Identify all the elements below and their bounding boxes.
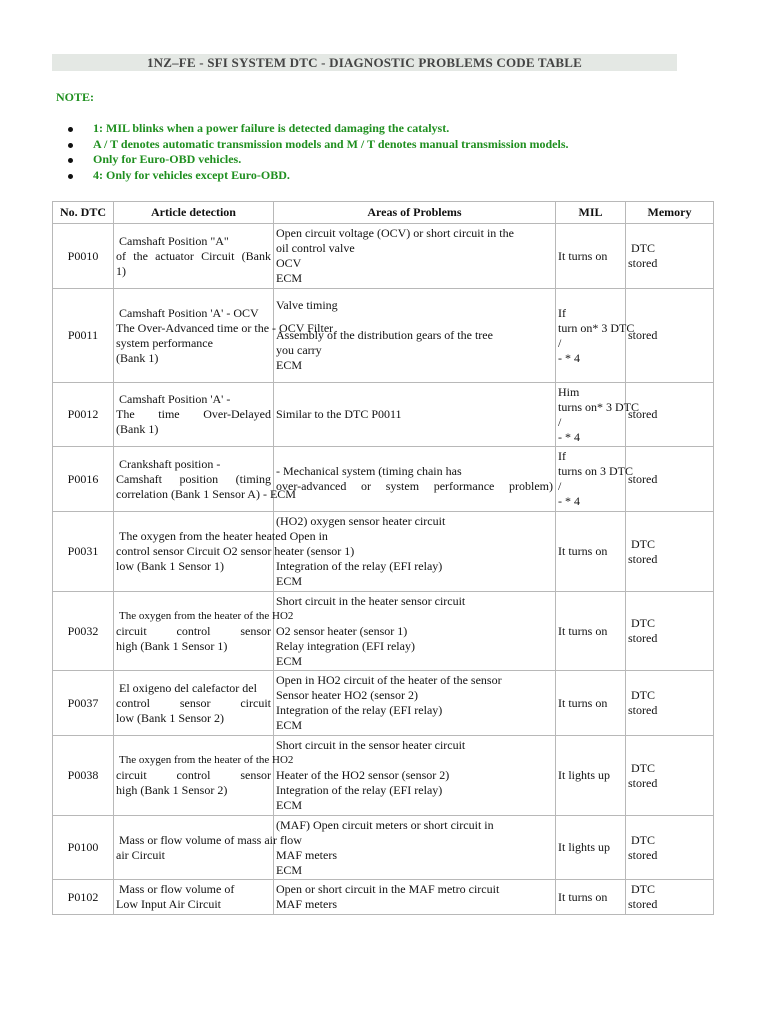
note-label: NOTE: — [56, 90, 95, 104]
article-line: high (Bank 1 Sensor 2) — [116, 783, 228, 797]
mil-line: Him — [558, 384, 580, 399]
memory-cell — [626, 289, 714, 383]
area-line: ECM — [276, 358, 303, 372]
article-line: low (Bank 1 Sensor 2) — [116, 710, 224, 725]
memory-line: stored — [628, 847, 658, 862]
area-line: Sensor heater HO2 (sensor 2) — [276, 688, 418, 702]
memory-line: DTC — [631, 832, 655, 847]
area-line — [276, 753, 553, 768]
memory-cell — [626, 383, 714, 447]
article-cell — [114, 224, 274, 289]
memory-line: stored — [628, 256, 658, 270]
areas-cell — [274, 736, 556, 816]
article-line: high (Bank 1 Sensor 1) — [116, 638, 228, 653]
mil-line: / — [558, 479, 562, 493]
area-line: Open in HO2 circuit of the heater of the sensor — [276, 673, 502, 687]
memory-line: DTC — [631, 536, 655, 551]
mil-line: - * 4 — [558, 494, 580, 508]
article-line: circuit control sensor — [116, 768, 271, 782]
table-row — [53, 816, 714, 880]
areas-cell — [274, 592, 556, 671]
article-line: 1) — [116, 263, 126, 278]
mil-cell — [556, 736, 626, 816]
mil-line: turn on* 3 DTC — [558, 320, 635, 335]
article-line: The Over-Advanced time or the - OCV Filter — [116, 320, 334, 335]
article-line: control sensor Circuit O2 sensor heater (sensor 1) — [116, 544, 355, 558]
table-row — [53, 880, 714, 915]
areas-cell — [274, 447, 556, 512]
area-line: Open or short circuit in the MAF metro circuit — [276, 882, 500, 896]
memory-cell — [626, 592, 714, 671]
memory-line: stored — [628, 775, 658, 790]
area-line: Integration of the relay (EFI relay) — [276, 783, 443, 797]
article-line: The oxygen from the heater of the HO2 — [119, 754, 294, 766]
mil-line: It turns on — [558, 889, 608, 904]
dtc-table — [52, 201, 714, 915]
memory-line: stored — [628, 703, 658, 717]
table-row — [53, 447, 714, 512]
memory-cell — [626, 447, 714, 512]
dtc-code: P0102 — [53, 880, 114, 915]
mil-line: turns on 3 DTC — [558, 464, 633, 478]
table-row — [53, 289, 714, 383]
area-line: ECM — [276, 718, 303, 732]
area-line: MAF meters — [276, 897, 337, 911]
area-line: (HO2) oxygen sensor heater circuit — [276, 514, 446, 528]
article-line: (Bank 1) — [116, 422, 159, 436]
mil-line: It turns on — [558, 623, 608, 638]
article-line: El oxigeno del calefactor del — [119, 680, 257, 695]
page-title: 1NZ–FE - SFI SYSTEM DTC - DIAGNOSTIC PROBLEMS CODE TABLE — [52, 54, 677, 71]
area-line: O2 sensor heater (sensor 1) — [276, 623, 408, 638]
memory-cell — [626, 224, 714, 289]
area-line: Short circuit in the sensor heater circuit — [276, 738, 466, 752]
area-line: MAF meters — [276, 847, 337, 862]
mil-cell — [556, 447, 633, 512]
mil-line: - * 4 — [558, 350, 580, 365]
notes-list — [68, 121, 569, 183]
areas-cell — [274, 671, 556, 736]
memory-line: stored — [628, 407, 658, 421]
memory-cell — [626, 512, 714, 592]
article-line: Crankshaft position - — [119, 456, 221, 471]
area-line — [276, 833, 553, 848]
memory-cell — [626, 816, 714, 880]
table-header-row — [53, 202, 714, 224]
article-line: The oxygen from the heater of the HO2 — [119, 609, 294, 622]
note-item: 1: MIL blinks when a power failure is detected damaging the catalyst. — [68, 121, 569, 137]
area-line: you carry — [276, 343, 322, 357]
note-item: Only for Euro-OBD vehicles. — [68, 152, 569, 168]
area-line: Open circuit voltage (OCV) or short circuit in the — [276, 226, 514, 240]
area-line: Short circuit in the heater sensor circuit — [276, 593, 466, 608]
article-line: control sensor circuit — [116, 695, 271, 710]
table-row — [53, 383, 714, 447]
area-line: Valve timing — [276, 298, 338, 312]
mil-line: It turns on — [558, 544, 608, 558]
article-line: Mass or flow volume of mass air flow — [119, 832, 302, 847]
area-line: OCV — [276, 256, 302, 270]
mil-cell — [556, 592, 626, 671]
article-line: air Circuit — [116, 847, 165, 862]
area-line: Assembly of the distribution gears of the tree — [276, 328, 493, 342]
memory-line: DTC — [631, 241, 655, 255]
mil-line: turns on* 3 DTC — [558, 399, 639, 414]
article-line: Mass or flow volume of — [119, 882, 235, 896]
mil-cell — [556, 880, 626, 915]
dtc-code: P0016 — [53, 447, 114, 512]
area-line: ECM — [276, 862, 303, 877]
header-areas: Areas of Problems — [274, 202, 556, 224]
article-line: circuit control sensor — [116, 623, 271, 638]
header-article: Article detection — [114, 202, 274, 224]
mil-line: - * 4 — [558, 429, 580, 444]
table-row — [53, 224, 714, 289]
table-row — [53, 736, 714, 816]
memory-line: DTC — [631, 882, 655, 896]
area-line: Integration of the relay (EFI relay) — [276, 703, 443, 717]
memory-line: stored — [628, 471, 658, 486]
area-line: Integration of the relay (EFI relay) — [276, 559, 443, 573]
areas-cell — [274, 224, 556, 289]
article-cell — [114, 447, 296, 512]
memory-line: DTC — [631, 616, 655, 630]
table-row — [53, 512, 714, 592]
mil-line: It turns on — [558, 695, 608, 710]
area-line: Relay integration (EFI relay) — [276, 638, 415, 653]
area-line: ECM — [276, 271, 303, 285]
memory-line: DTC — [631, 688, 655, 702]
mil-line: It turns on — [558, 248, 608, 263]
mil-line: It lights up — [558, 768, 611, 782]
mil-cell — [556, 289, 635, 383]
area-line: ECM — [276, 574, 303, 588]
article-cell — [114, 671, 274, 736]
memory-cell — [626, 671, 714, 736]
memory-line: stored — [628, 631, 658, 645]
dtc-code: P0100 — [53, 816, 114, 880]
table-row — [53, 592, 714, 671]
article-line: Camshaft Position 'A' - — [119, 392, 231, 406]
area-line: (MAF) Open circuit meters or short circuit in — [276, 817, 494, 832]
article-line: of the actuator Circuit (Bank — [116, 248, 271, 263]
dtc-code: P0031 — [53, 512, 114, 592]
header-memory: Memory — [626, 202, 714, 224]
header-mil: MIL — [556, 202, 626, 224]
mil-cell — [556, 512, 626, 592]
article-cell — [114, 880, 274, 915]
mil-line: / — [558, 414, 562, 429]
header-code: No. DTC — [53, 202, 114, 224]
article-line: The oxygen from the heater heated Open in — [119, 529, 328, 543]
areas-cell — [274, 816, 556, 880]
dtc-code: P0032 — [53, 592, 114, 671]
area-line: over-advanced or system performance problem) — [276, 479, 553, 493]
areas-cell — [274, 383, 556, 447]
mil-cell — [556, 671, 626, 736]
area-line: ECM — [276, 798, 303, 812]
area-line: Heater of the HO2 sensor (sensor 2) — [276, 768, 450, 782]
area-line — [276, 609, 553, 624]
article-line: correlation (Bank 1 Sensor A) - ECM — [116, 486, 296, 501]
note-item: 4: Only for vehicles except Euro-OBD. — [68, 168, 569, 184]
mil-line: It lights up — [558, 840, 611, 854]
areas-cell — [274, 289, 556, 383]
dtc-code: P0010 — [53, 224, 114, 289]
article-cell — [114, 383, 274, 447]
dtc-code: P0012 — [53, 383, 114, 447]
article-line: (Bank 1) — [116, 350, 159, 365]
mil-line: If — [558, 305, 566, 320]
article-line: Camshaft Position 'A' - OCV — [119, 305, 259, 320]
mil-line: If — [558, 449, 566, 463]
memory-line: DTC — [631, 760, 655, 775]
mil-cell — [556, 224, 626, 289]
memory-line: stored — [628, 328, 658, 342]
area-line: - Mechanical system (timing chain has — [276, 464, 462, 478]
table-row — [53, 671, 714, 736]
area-line: oil control valve — [276, 241, 355, 255]
note-item: A / T denotes automatic transmission models and M / T denotes manual transmission models. — [68, 137, 569, 153]
article-line: Camshaft position (timing — [116, 471, 271, 486]
dtc-code: P0038 — [53, 736, 114, 816]
article-line: The time Over-Delayed — [116, 407, 271, 421]
memory-cell — [626, 880, 714, 915]
memory-cell — [626, 736, 714, 816]
article-line: Low Input Air Circuit — [116, 897, 221, 911]
article-line: low (Bank 1 Sensor 1) — [116, 559, 224, 573]
mil-line: / — [558, 335, 562, 350]
mil-cell — [556, 383, 639, 447]
memory-line: stored — [628, 897, 658, 911]
areas-cell — [274, 880, 556, 915]
area-line: Similar to the DTC P0011 — [276, 407, 402, 421]
mil-cell — [556, 816, 626, 880]
article-line: Camshaft Position "A" — [119, 233, 229, 248]
article-line: system performance — [116, 335, 213, 350]
area-line: ECM — [276, 653, 303, 668]
memory-line: stored — [628, 551, 658, 566]
dtc-code: P0011 — [53, 289, 114, 383]
dtc-code: P0037 — [53, 671, 114, 736]
